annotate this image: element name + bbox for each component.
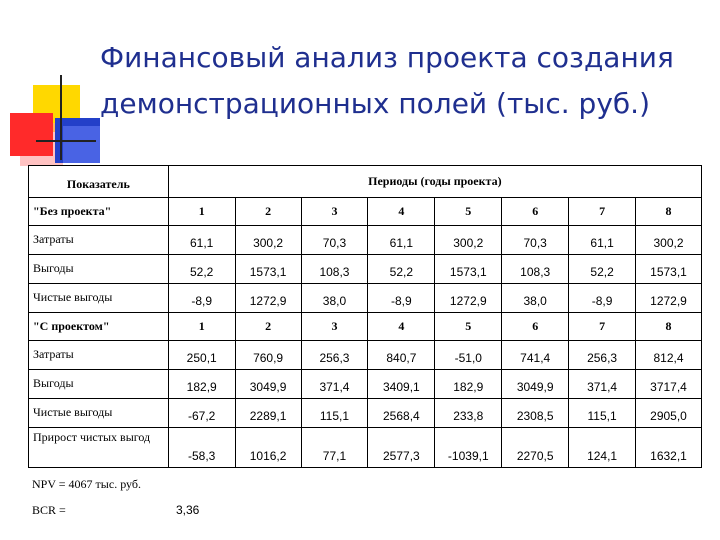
cell-value: 70,3 [301, 226, 368, 255]
cell-value: 61,1 [368, 226, 435, 255]
cell-value: 812,4 [636, 341, 702, 370]
without-project-label: "Без проекта" [29, 198, 169, 226]
cell-value: 61,1 [168, 226, 235, 255]
period-number: 4 [368, 313, 435, 341]
row-label: Прирост чистых выгод [29, 428, 169, 468]
npv-text: NPV = 4067 тыс. руб. [32, 477, 141, 491]
bcr-value: 3,36 [176, 503, 200, 517]
cell-value: 760,9 [235, 341, 301, 370]
cell-value: 2289,1 [235, 399, 301, 428]
cell-value: -8,9 [368, 284, 435, 313]
cell-value: 1016,2 [235, 428, 301, 468]
cell-value: 3049,9 [502, 370, 569, 399]
period-number: 4 [368, 198, 435, 226]
cell-value: -8,9 [569, 284, 636, 313]
decor-vertical-line [60, 75, 62, 160]
bcr-label: BCR = [32, 503, 66, 517]
period-number: 6 [502, 313, 569, 341]
period-number: 8 [636, 198, 702, 226]
cell-value: 256,3 [301, 341, 368, 370]
cell-value: 1573,1 [636, 255, 702, 284]
table-row [29, 226, 702, 255]
decor-horizontal-line [36, 140, 96, 142]
period-number: 2 [235, 313, 301, 341]
cell-value: 1632,1 [636, 428, 702, 468]
cell-value: 3409,1 [368, 370, 435, 399]
cell-value: -8,9 [168, 284, 235, 313]
cell-value: 840,7 [368, 341, 435, 370]
cell-value: 3049,9 [235, 370, 301, 399]
with-project-label: "С проектом" [29, 313, 169, 341]
table-row [29, 284, 702, 313]
cell-value: 2308,5 [502, 399, 569, 428]
title-line-1: Финансовый анализ проекта создания [100, 41, 674, 74]
cell-value: 3717,4 [636, 370, 702, 399]
cell-value: 38,0 [502, 284, 569, 313]
decor-red-square [10, 113, 53, 156]
cell-value: 52,2 [368, 255, 435, 284]
row-label: Выгоды [29, 370, 169, 399]
row-label: Затраты [29, 341, 169, 370]
cell-value: 1573,1 [235, 255, 301, 284]
cell-value: 52,2 [569, 255, 636, 284]
cell-value: 108,3 [502, 255, 569, 284]
cell-value: 1573,1 [435, 255, 502, 284]
header-periods: Периоды (годы проекта) [168, 166, 701, 198]
period-number: 7 [569, 313, 636, 341]
period-number: 3 [301, 313, 368, 341]
row-label: Выгоды [29, 255, 169, 284]
without-project-periods-row [29, 198, 702, 226]
with-project-periods-row [29, 313, 702, 341]
cell-value: 2270,5 [502, 428, 569, 468]
table-row [29, 255, 702, 284]
row-label: Чистые выгоды [29, 399, 169, 428]
slide-title [100, 35, 700, 127]
cell-value: 70,3 [502, 226, 569, 255]
cell-value: 300,2 [235, 226, 301, 255]
cell-value: -1039,1 [435, 428, 502, 468]
row-label: Чистые выгоды [29, 284, 169, 313]
cell-value: 300,2 [636, 226, 702, 255]
cell-value: 300,2 [435, 226, 502, 255]
cell-value: 2905,0 [636, 399, 702, 428]
cell-value: 2577,3 [368, 428, 435, 468]
cell-value: 741,4 [502, 341, 569, 370]
cell-value: 61,1 [569, 226, 636, 255]
cell-value: 115,1 [301, 399, 368, 428]
period-number: 8 [636, 313, 702, 341]
cell-value: 182,9 [435, 370, 502, 399]
table-row [29, 399, 702, 428]
cell-value: -51,0 [435, 341, 502, 370]
cell-value: 1272,9 [435, 284, 502, 313]
period-number: 5 [435, 313, 502, 341]
cell-value: 1272,9 [235, 284, 301, 313]
period-number: 7 [569, 198, 636, 226]
period-number: 2 [235, 198, 301, 226]
cell-value: 108,3 [301, 255, 368, 284]
cell-value: 250,1 [168, 341, 235, 370]
cell-value: 38,0 [301, 284, 368, 313]
cell-value: 115,1 [569, 399, 636, 428]
cell-value: 371,4 [569, 370, 636, 399]
decor-blue-highlight [63, 126, 100, 163]
period-number: 1 [168, 313, 235, 341]
period-number: 3 [301, 198, 368, 226]
cell-value: 124,1 [569, 428, 636, 468]
cell-value: 182,9 [168, 370, 235, 399]
cell-value: 1272,9 [636, 284, 702, 313]
header-indicator: Показатель [29, 166, 169, 198]
cell-value: -58,3 [168, 428, 235, 468]
table-row [29, 428, 702, 468]
financial-table [28, 165, 702, 468]
title-line-2: демонстрационных полей (тыс. руб.) [100, 87, 650, 120]
table-row [29, 370, 702, 399]
cell-value: 52,2 [168, 255, 235, 284]
cell-value: 256,3 [569, 341, 636, 370]
table-header-row [29, 166, 702, 198]
cell-value: 77,1 [301, 428, 368, 468]
period-number: 1 [168, 198, 235, 226]
row-label: Затраты [29, 226, 169, 255]
period-number: 6 [502, 198, 569, 226]
cell-value: -67,2 [168, 399, 235, 428]
cell-value: 2568,4 [368, 399, 435, 428]
cell-value: 233,8 [435, 399, 502, 428]
period-number: 5 [435, 198, 502, 226]
table-row [29, 341, 702, 370]
cell-value: 371,4 [301, 370, 368, 399]
